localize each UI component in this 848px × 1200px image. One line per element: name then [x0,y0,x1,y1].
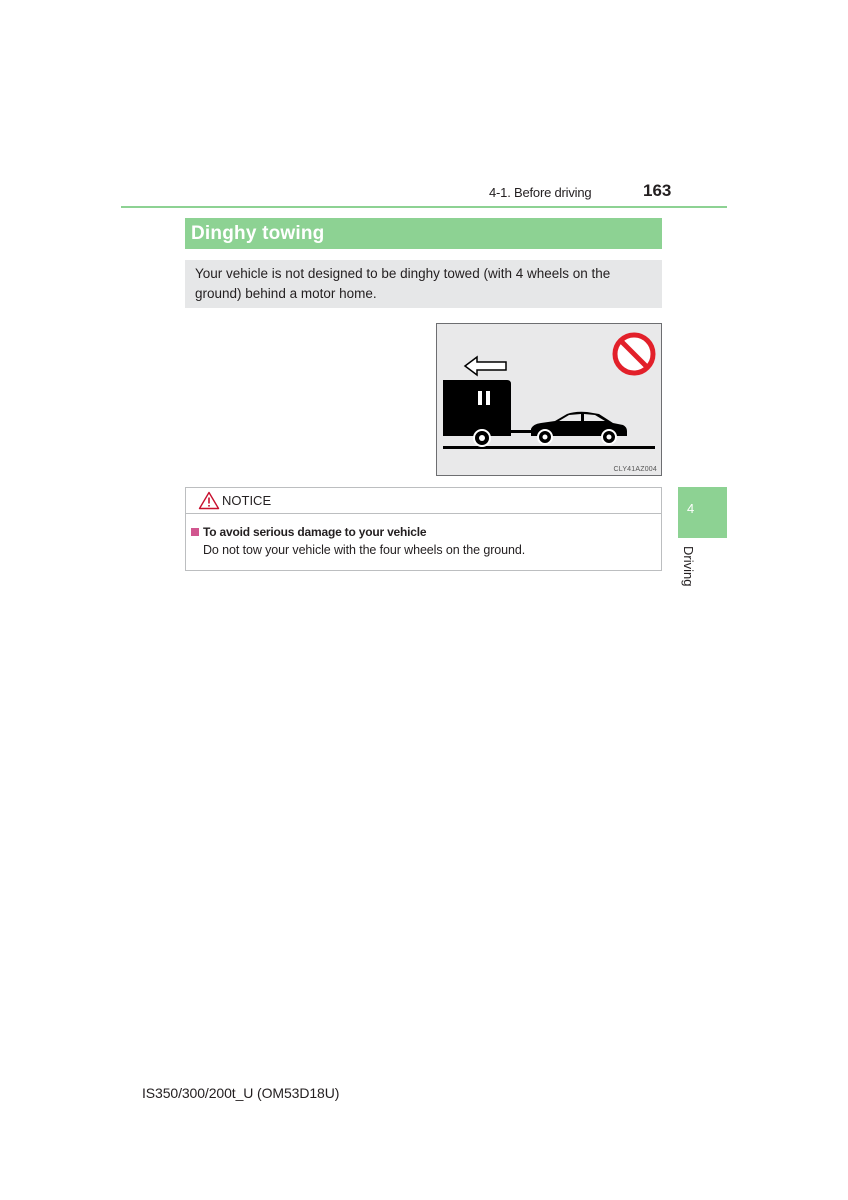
intro-box [185,260,662,308]
intro-text: Your vehicle is not designed to be dinghy towed (with 4 wheels on the ground) behind a motor home. [195,266,611,301]
notice-label: NOTICE [222,493,272,508]
notice-box [185,487,662,571]
car-icon [531,412,627,444]
notice-header [186,488,661,514]
section-title: Dinghy towing [191,223,325,244]
warning-triangle-icon [198,491,220,515]
page-number: 163 [643,181,672,200]
motor-home-icon [443,380,531,446]
bullet-square-icon [191,528,199,536]
chapter-number: 4 [687,501,695,516]
illustration-drawing [437,324,661,475]
chapter-label: Driving [681,546,696,587]
header-section-title: 4-1. Before driving [489,185,592,200]
header-divider [121,206,727,208]
illustration-code: CLY41AZ004 [613,466,657,473]
dinghy-towing-illustration [436,323,662,476]
footer-model: IS350/300/200t_U (OM53D18U) [142,1085,340,1101]
chapter-tab [678,487,727,538]
section-title-bar [185,218,662,249]
arrow-left-icon [465,357,506,375]
prohibition-icon [615,335,653,373]
ground-line [443,446,655,449]
notice-item-title: To avoid serious damage to your vehicle [203,525,427,539]
notice-item-heading [191,525,426,539]
notice-item-text: Do not tow your vehicle with the four wheels on the ground. [203,543,526,557]
